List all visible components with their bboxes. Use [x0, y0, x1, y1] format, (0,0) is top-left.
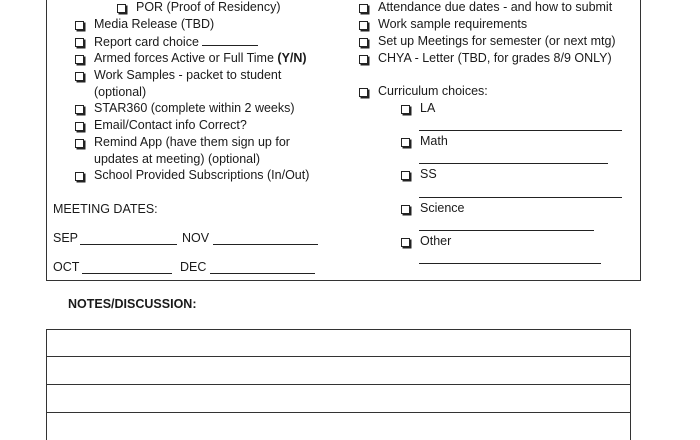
other-checkbox[interactable]	[401, 238, 410, 247]
nov-date-blank[interactable]	[213, 244, 318, 245]
meetings-checkbox[interactable]	[359, 38, 368, 47]
work-samples-optional: (optional)	[94, 85, 147, 99]
ss-label: SS	[420, 167, 437, 181]
armed-forces-label: Armed forces Active or Full Time	[94, 51, 274, 65]
work-sample-req-checkbox[interactable]	[359, 21, 368, 30]
star360-checkbox[interactable]	[75, 105, 84, 114]
la-blank[interactable]	[419, 130, 622, 131]
report-card-line	[94, 34, 258, 50]
remind-app-checkbox[interactable]	[75, 139, 84, 148]
chya-checkbox[interactable]	[359, 55, 368, 64]
dec-date-blank[interactable]	[210, 273, 315, 274]
work-sample-req-label: Work sample requirements	[378, 17, 528, 31]
armed-forces-checkbox[interactable]	[75, 55, 84, 64]
science-label: Science	[420, 201, 465, 215]
ss-blank[interactable]	[419, 197, 622, 198]
notes-table	[46, 329, 631, 440]
attendance-label: Attendance due dates - and how to submit	[378, 0, 613, 14]
attendance-checkbox[interactable]	[359, 4, 368, 13]
other-label: Other	[420, 234, 452, 248]
math-checkbox[interactable]	[401, 138, 410, 147]
sep-label: SEP	[53, 231, 79, 245]
media-release-checkbox[interactable]	[75, 21, 84, 30]
notes-row-divider	[47, 356, 630, 357]
math-label: Math	[420, 134, 448, 148]
star360-label: STAR360 (complete within 2 weeks)	[94, 101, 295, 115]
la-label: LA	[420, 101, 436, 115]
armed-forces-line	[94, 51, 307, 66]
remind-app-label-cont: updates at meeting) (optional)	[94, 152, 261, 166]
remind-app-label: Remind App (have them sign up for	[94, 135, 290, 149]
nov-label: NOV	[182, 231, 210, 245]
report-card-blank[interactable]	[202, 34, 258, 46]
work-samples-label: Work Samples - packet to student	[94, 68, 282, 82]
science-checkbox[interactable]	[401, 205, 410, 214]
science-blank[interactable]	[419, 230, 594, 231]
armed-forces-yn: (Y/N)	[277, 51, 307, 65]
oct-date-blank[interactable]	[82, 273, 172, 274]
notes-title: NOTES/DISCUSSION:	[68, 297, 197, 311]
report-card-label: Report card choice	[94, 35, 199, 49]
meetings-label: Set up Meetings for semester (or next mtg)	[378, 34, 616, 48]
curriculum-checkbox[interactable]	[359, 88, 368, 97]
notes-row-divider	[47, 412, 630, 413]
por-checkbox[interactable]	[117, 4, 126, 13]
email-contact-checkbox[interactable]	[75, 122, 84, 131]
notes-row-divider	[47, 384, 630, 385]
other-blank[interactable]	[419, 263, 601, 264]
chya-label: CHYA - Letter (TBD, for grades 8/9 ONLY)	[378, 51, 612, 65]
math-blank[interactable]	[419, 163, 608, 164]
subscriptions-checkbox[interactable]	[75, 172, 84, 181]
subscriptions-label: School Provided Subscriptions (In/Out)	[94, 168, 310, 182]
por-label: POR (Proof of Residency)	[136, 0, 281, 14]
oct-label: OCT	[53, 260, 80, 274]
la-checkbox[interactable]	[401, 105, 410, 114]
report-card-checkbox[interactable]	[75, 38, 84, 47]
email-contact-label: Email/Contact info Correct?	[94, 118, 247, 132]
ss-checkbox[interactable]	[401, 171, 410, 180]
work-samples-checkbox[interactable]	[75, 72, 84, 81]
dec-label: DEC	[180, 260, 207, 274]
meeting-dates-title: MEETING DATES:	[53, 202, 158, 216]
curriculum-title: Curriculum choices:	[378, 84, 488, 98]
media-release-label: Media Release (TBD)	[94, 17, 215, 31]
sep-date-blank[interactable]	[80, 244, 177, 245]
